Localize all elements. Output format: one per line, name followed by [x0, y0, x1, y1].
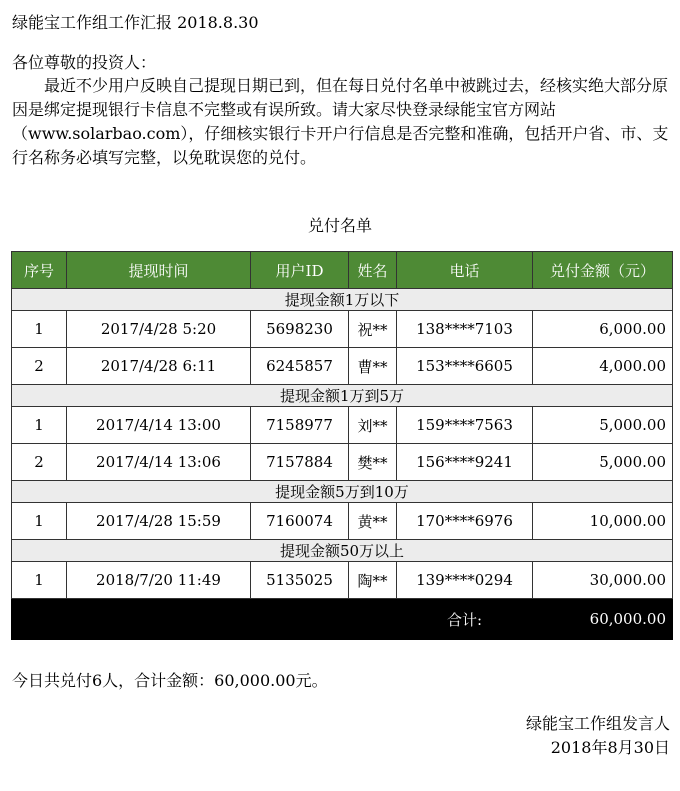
group-label: 提现金额1万以下 — [12, 289, 673, 311]
cell-uid: 5698230 — [251, 311, 349, 348]
total-row — [12, 599, 673, 640]
cell-name: 祝** — [349, 311, 397, 348]
col-header-no: 序号 — [12, 252, 67, 289]
cell-uid: 7160074 — [251, 503, 349, 540]
cell-amount: 5,000.00 — [533, 444, 673, 481]
cell-amount: 4,000.00 — [533, 348, 673, 385]
cell-phone: 170****6976 — [397, 503, 533, 540]
cell-amount: 10,000.00 — [533, 503, 673, 540]
table-row — [12, 503, 673, 540]
signature-date: 2018年8月30日 — [550, 738, 670, 757]
cell-name: 曹** — [349, 348, 397, 385]
cell-amount: 30,000.00 — [533, 562, 673, 599]
table-header-row — [12, 252, 673, 289]
cell-time: 2018/7/20 11:49 — [67, 562, 251, 599]
col-header-phone: 电话 — [397, 252, 533, 289]
cell-time: 2017/4/28 6:11 — [67, 348, 251, 385]
cell-uid: 6245857 — [251, 348, 349, 385]
list-title: 兑付名单 — [307, 216, 372, 235]
cell-name: 黄** — [349, 503, 397, 540]
report-title: 绿能宝工作组工作汇报 2018.8.30 — [12, 13, 259, 32]
group-row — [12, 385, 673, 407]
group-label: 提现金额1万到5万 — [12, 385, 673, 407]
cell-no: 1 — [12, 407, 67, 444]
cell-uid: 7157884 — [251, 444, 349, 481]
notice-body: 最近不少用户反映自己提现日期已到，但在每日兑付名单中被跳过去，经核实绝大部分原因是绑定提现银行卡信息不完整或有误所致。请大家尽快登录绿能宝官方网站（www.solarbao.com），仔细核实银行卡开户行信息是否完整和准确，包括开户省、市、支行名称务必填写完整，以免耽误您的兑付。 — [12, 76, 669, 167]
cell-name: 陶** — [349, 562, 397, 599]
col-header-amount: 兑付金额（元） — [533, 252, 673, 289]
cell-phone: 138****7103 — [397, 311, 533, 348]
payout-table — [11, 251, 673, 640]
table-row — [12, 562, 673, 599]
cell-time: 2017/4/14 13:06 — [67, 444, 251, 481]
group-row — [12, 481, 673, 503]
cell-amount: 5,000.00 — [533, 407, 673, 444]
signature-block — [526, 712, 670, 760]
col-header-uid: 用户ID — [251, 252, 349, 289]
group-row — [12, 289, 673, 311]
summary-text: 今日共兑付6人，合计金额：60,000.00元。 — [12, 671, 328, 690]
cell-no: 1 — [12, 503, 67, 540]
cell-no: 1 — [12, 562, 67, 599]
total-value: 60,000.00 — [533, 599, 673, 640]
cell-no: 1 — [12, 311, 67, 348]
cell-no: 2 — [12, 444, 67, 481]
group-label: 提现金额5万到10万 — [12, 481, 673, 503]
cell-uid: 5135025 — [251, 562, 349, 599]
cell-time: 2017/4/28 15:59 — [67, 503, 251, 540]
cell-phone: 159****7563 — [397, 407, 533, 444]
cell-time: 2017/4/14 13:00 — [67, 407, 251, 444]
total-label: 合计: — [397, 599, 533, 640]
cell-phone: 139****0294 — [397, 562, 533, 599]
cell-time: 2017/4/28 5:20 — [67, 311, 251, 348]
signature-org: 绿能宝工作组发言人 — [525, 714, 670, 733]
cell-no: 2 — [12, 348, 67, 385]
cell-amount: 6,000.00 — [533, 311, 673, 348]
table-row — [12, 444, 673, 481]
table-row — [12, 348, 673, 385]
cell-name: 刘** — [349, 407, 397, 444]
col-header-time: 提现时间 — [67, 252, 251, 289]
cell-uid: 7158977 — [251, 407, 349, 444]
greeting: 各位尊敬的投资人： — [12, 53, 157, 72]
cell-phone: 156****9241 — [397, 444, 533, 481]
cell-name: 樊** — [349, 444, 397, 481]
group-row — [12, 540, 673, 562]
table-row — [12, 311, 673, 348]
cell-phone: 153****6605 — [397, 348, 533, 385]
group-label: 提现金额50万以上 — [12, 540, 673, 562]
col-header-name: 姓名 — [349, 252, 397, 289]
table-row — [12, 407, 673, 444]
